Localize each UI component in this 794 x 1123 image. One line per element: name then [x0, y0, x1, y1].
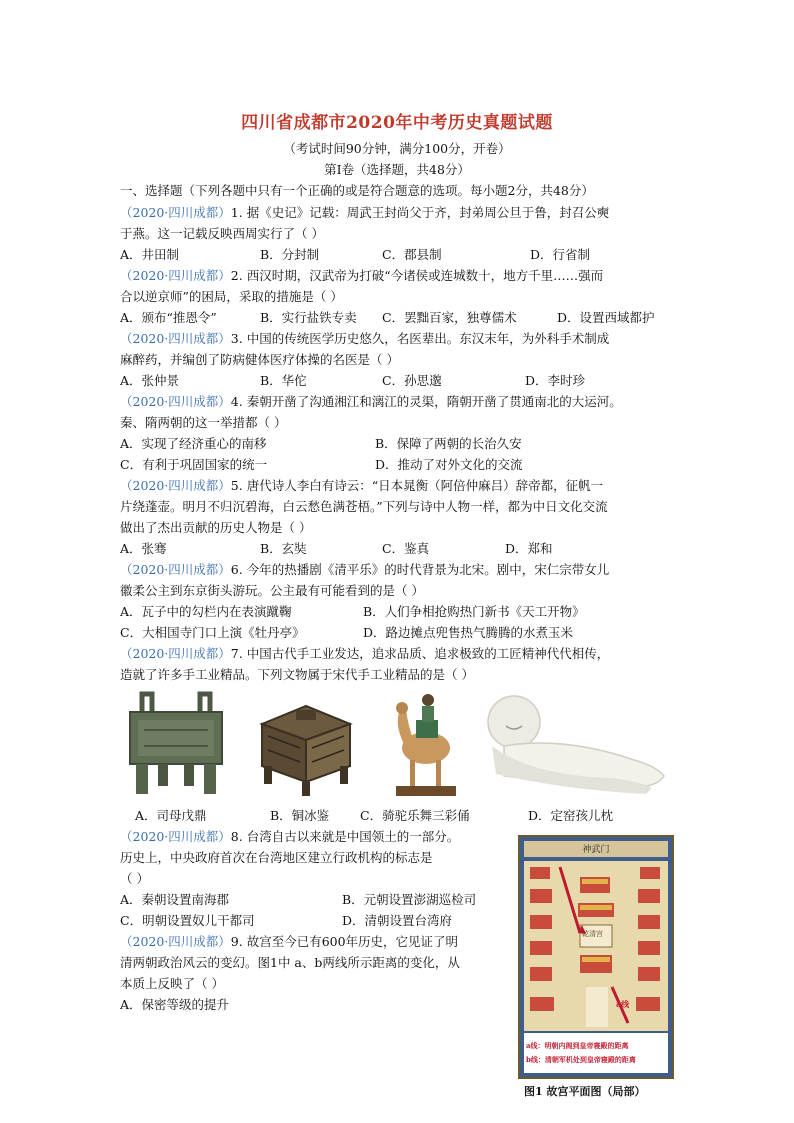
question-4 [120, 392, 622, 410]
question-7 [120, 644, 609, 662]
tricolor-camel-image [386, 690, 466, 800]
option-b[interactable]: B．分封制 [260, 247, 320, 262]
question-text: 清两朝政治风云的变幻。图1中 a、b两线所示距离的变化，从 [120, 955, 460, 970]
question-text: 造就了许多手工业精品。下列文物属于宋代手工业精品的是（ ） [120, 667, 474, 682]
question-text: 秦、隋两朝的这一举措都（ ） [120, 415, 287, 430]
question-text: 7. 中国古代手工业发达，追求品质、追求极致的工匠精神代代相传， [230, 646, 610, 661]
option-a[interactable]: A．瓦子中的勾栏内在表演蹴鞠 [120, 604, 292, 619]
question-source: （2020·四川成都） [120, 478, 231, 493]
question-text: 3. 中国的传统医学历史悠久，名医辈出。东汉末年，为外科手术制成 [230, 331, 610, 346]
ding-image [122, 690, 230, 798]
question-text: 6. 今年的热播剧《清平乐》的时代背景为北宋。剧中，宋仁宗带女儿 [230, 562, 610, 577]
porcelain-child-pillow-image [476, 686, 670, 798]
volume-heading: 第Ⅰ卷（选择题，共48分） [324, 162, 470, 177]
question-6 [120, 560, 609, 578]
question-source: （2020·四川成都） [120, 829, 231, 844]
map-line-a-label: a线 [616, 999, 630, 1009]
bronze-ice-chest-image [250, 700, 362, 798]
question-text: 2. 西汉时期，汉武帝为打破“今诸侯或连城数十，地方千里……强而 [230, 268, 604, 283]
option-a[interactable]: A．张仲景 [120, 373, 180, 388]
question-source: （2020·四川成都） [120, 205, 231, 220]
question-text: 做出了杰出贡献的历史人物是（ ） [120, 520, 312, 535]
question-text: 片绕蓬壶。明月不归沉碧海，白云愁色满苍梧。”下列与诗中人物一样，都为中日文化交流 [120, 499, 608, 514]
option-d[interactable]: D．李时珍 [525, 373, 586, 388]
option-b[interactable]: B．玄奘 [260, 541, 307, 556]
option-b[interactable]: B．华佗 [260, 373, 307, 388]
question-text: 8. 台湾自古以来就是中国领土的一部分。 [230, 829, 460, 844]
section-heading: 一、选择题（下列各题中只有一个正确的或是符合题意的选项。每小题2分，共48分） [120, 183, 594, 198]
option-d[interactable]: D．推动了对外文化的交流 [375, 457, 523, 472]
option-c[interactable]: C．大相国寺门口上演《牡丹亭》 [120, 625, 305, 640]
question-text: 徽柔公主到东京街头游玩。公主最有可能看到的是（ ） [120, 583, 424, 598]
question-text: 历史上，中央政府首次在台湾地区建立行政机构的标志是 [120, 850, 433, 865]
question-source: （2020·四川成都） [120, 331, 231, 346]
option-c[interactable]: C．郡县制 [382, 247, 442, 262]
option-a[interactable]: A．实现了经济重心的南移 [120, 436, 267, 451]
option-b[interactable]: B．元朝设置澎湖巡检司 [342, 892, 477, 907]
question-3 [120, 329, 609, 347]
map-hall-label: 乾清宫 [582, 930, 603, 938]
option-c[interactable]: C．有利于巩固国家的统一 [120, 457, 268, 472]
exam-info: （考试时间90分钟，满分100分，开卷） [283, 141, 511, 156]
question-source: （2020·四川成都） [120, 394, 231, 409]
question-text: （ ） [120, 871, 149, 886]
option-a[interactable]: A．保密等级的提升 [120, 997, 230, 1012]
option-c[interactable]: C．罢黜百家，独尊儒术 [382, 310, 517, 325]
question-source: （2020·四川成都） [120, 646, 231, 661]
option-d[interactable]: D．行省制 [530, 247, 591, 262]
option-d[interactable]: D．郑和 [505, 541, 553, 556]
question-1 [120, 203, 609, 221]
question-text: 5. 唐代诗人李白有诗云：“日本晁衡（阿倍仲麻吕）辞帝都，征帆一 [230, 478, 604, 493]
forbidden-city-map [518, 835, 674, 1079]
question-9 [120, 932, 458, 950]
artifact-b-caption[interactable]: B．铜冰鉴 [270, 808, 330, 823]
option-a[interactable]: A．秦朝设置南海郡 [120, 892, 230, 907]
option-c[interactable]: C．明朝设置奴儿干都司 [120, 913, 255, 928]
page-title: 四川省成都市2020年中考历史真题试题 [241, 113, 553, 133]
artifact-a-caption[interactable]: A．司母戊鼎 [135, 808, 207, 823]
map-gate-label: 神武门 [582, 845, 610, 855]
artifact-d-caption[interactable]: D．定窑孩儿枕 [528, 808, 614, 823]
map-legend-a: a线：明朝内阁到皇帝寝殿的距离 [526, 1041, 629, 1050]
option-b[interactable]: B．保障了两朝的长治久安 [375, 436, 522, 451]
option-a[interactable]: A．颁布“推恩令” [120, 310, 217, 325]
question-text: 4. 秦朝开凿了沟通湘江和漓江的灵渠，隋朝开凿了贯通南北的大运河。 [230, 394, 622, 409]
question-text: 于燕。这一记载反映西周实行了（ ） [120, 226, 324, 241]
question-2 [120, 266, 603, 284]
option-b[interactable]: B．人们争相抢购热门新书《天工开物》 [363, 604, 585, 619]
question-text: 本质上反映了（ ） [120, 976, 224, 991]
option-d[interactable]: D．设置西域都护 [557, 310, 655, 325]
question-text: 麻醉药，并编创了防病健体医疗体操的名医是（ ） [120, 352, 399, 367]
question-5 [120, 476, 603, 494]
option-d[interactable]: D．清朝设置台湾府 [342, 913, 453, 928]
question-source: （2020·四川成都） [120, 934, 231, 949]
figure-caption: 图1 故宫平面图（局部） [524, 1085, 646, 1098]
question-source: （2020·四川成都） [120, 562, 231, 577]
artifact-c-caption[interactable]: C．骑驼乐舞三彩俑 [360, 808, 470, 823]
question-8 [120, 827, 459, 845]
option-d[interactable]: D．路边摊点兜售热气腾腾的水煮玉米 [363, 625, 574, 640]
question-text: 合以逆京师”的困局，采取的措施是（ ） [120, 289, 343, 304]
option-c[interactable]: C．孙思邈 [382, 373, 442, 388]
option-c[interactable]: C．鉴真 [382, 541, 430, 556]
option-a[interactable]: A．井田制 [120, 247, 180, 262]
map-legend-b: b线：清朝军机处到皇帝寝殿的距离 [526, 1055, 636, 1064]
question-text: 9. 故宫至今已有600年历史，它见证了明 [230, 934, 459, 949]
option-a[interactable]: A．张骞 [120, 541, 167, 556]
question-text: 1. 据《史记》记载：周武王封尚父于齐，封弟周公旦于鲁，封召公奭 [230, 205, 610, 220]
question-source: （2020·四川成都） [120, 268, 231, 283]
option-b[interactable]: B．实行盐铁专卖 [260, 310, 357, 325]
